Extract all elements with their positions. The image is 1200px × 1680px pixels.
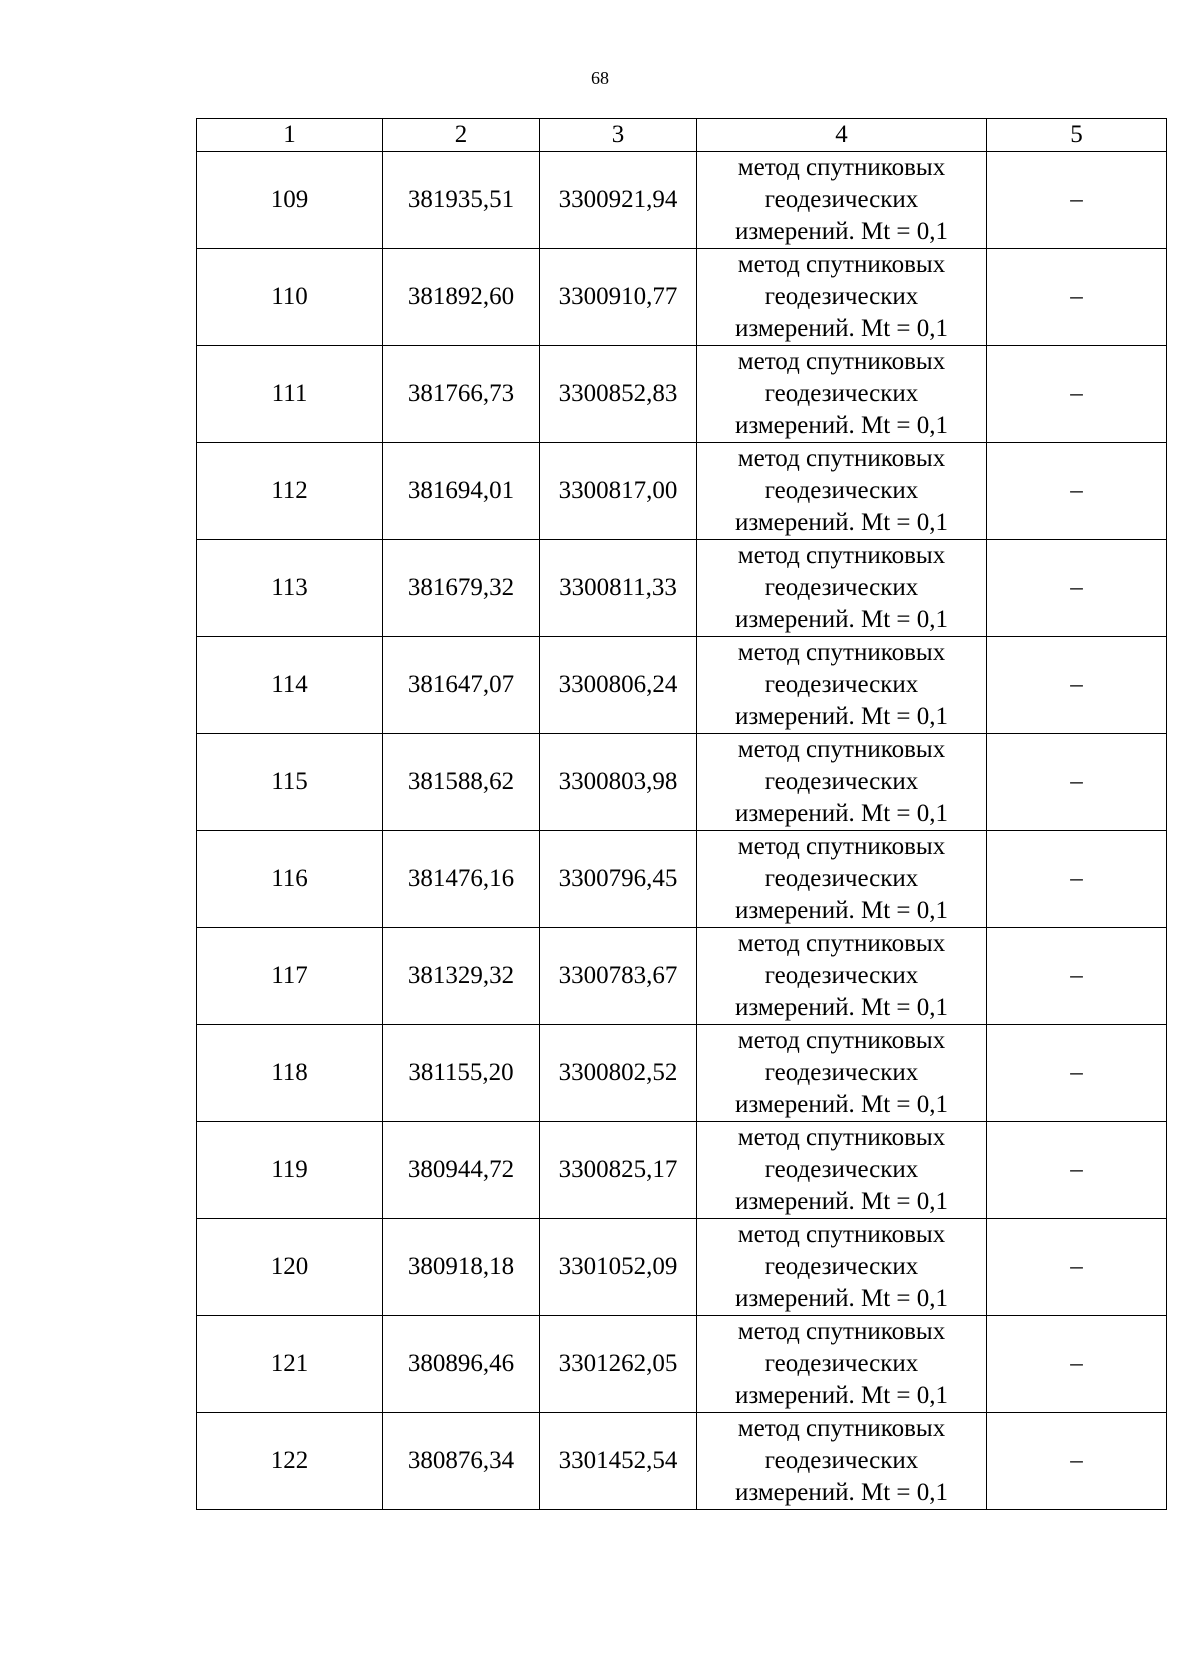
note-cell: – — [987, 346, 1167, 443]
point-number-cell: 122 — [197, 1413, 383, 1510]
x-coordinate-cell: 381935,51 — [383, 152, 540, 249]
method-line: метод спутниковых — [737, 542, 946, 569]
y-coordinate-cell: 3301262,05 — [540, 1316, 697, 1413]
point-number-cell: 120 — [197, 1219, 383, 1316]
point-number-cell: 115 — [197, 734, 383, 831]
method-cell — [697, 1413, 987, 1510]
table-row — [197, 928, 1167, 1025]
point-number-cell: 113 — [197, 540, 383, 637]
method-line: геодезических — [764, 671, 919, 698]
x-coordinate-cell: 381476,16 — [383, 831, 540, 928]
x-coordinate-cell: 380944,72 — [383, 1122, 540, 1219]
note-cell: – — [987, 152, 1167, 249]
method-line: измерений. Mt = 0,1 — [734, 412, 949, 439]
note-cell: – — [987, 249, 1167, 346]
method-line: геодезических — [764, 1253, 919, 1280]
method-line: метод спутниковых — [737, 154, 946, 181]
point-number-cell: 117 — [197, 928, 383, 1025]
table-row — [197, 831, 1167, 928]
method-line: измерений. Mt = 0,1 — [734, 897, 949, 924]
method-line: геодезических — [764, 865, 919, 892]
method-line: метод спутниковых — [737, 833, 946, 860]
y-coordinate-cell: 3300910,77 — [540, 249, 697, 346]
method-line: измерений. Mt = 0,1 — [734, 1091, 949, 1118]
table-header-row — [197, 119, 1167, 152]
x-coordinate-cell: 380918,18 — [383, 1219, 540, 1316]
y-coordinate-cell: 3300802,52 — [540, 1025, 697, 1122]
y-coordinate-cell: 3300817,00 — [540, 443, 697, 540]
method-line: геодезических — [764, 186, 919, 213]
column-header: 4 — [697, 119, 987, 152]
point-number-cell: 116 — [197, 831, 383, 928]
method-line: метод спутниковых — [737, 1318, 946, 1345]
method-line: геодезических — [764, 962, 919, 989]
method-line: измерений. Mt = 0,1 — [734, 1479, 949, 1506]
table-row — [197, 1122, 1167, 1219]
method-line: измерений. Mt = 0,1 — [734, 1188, 949, 1215]
method-line: измерений. Mt = 0,1 — [734, 606, 949, 633]
table-row — [197, 152, 1167, 249]
method-cell — [697, 831, 987, 928]
method-cell — [697, 637, 987, 734]
note-cell: – — [987, 1316, 1167, 1413]
x-coordinate-cell: 381588,62 — [383, 734, 540, 831]
method-line: геодезических — [764, 1156, 919, 1183]
method-line: измерений. Mt = 0,1 — [734, 1285, 949, 1312]
point-number-cell: 121 — [197, 1316, 383, 1413]
method-cell — [697, 1219, 987, 1316]
table-row — [197, 637, 1167, 734]
note-cell: – — [987, 637, 1167, 734]
x-coordinate-cell: 381155,20 — [383, 1025, 540, 1122]
method-line: геодезических — [764, 1350, 919, 1377]
method-cell — [697, 734, 987, 831]
method-line: метод спутниковых — [737, 251, 946, 278]
x-coordinate-cell: 380896,46 — [383, 1316, 540, 1413]
x-coordinate-cell: 381679,32 — [383, 540, 540, 637]
point-number-cell: 118 — [197, 1025, 383, 1122]
table-row — [197, 1413, 1167, 1510]
point-number-cell: 114 — [197, 637, 383, 734]
table-row — [197, 249, 1167, 346]
y-coordinate-cell: 3300783,67 — [540, 928, 697, 1025]
y-coordinate-cell: 3300921,94 — [540, 152, 697, 249]
method-line: метод спутниковых — [737, 348, 946, 375]
method-cell — [697, 928, 987, 1025]
method-line: метод спутниковых — [737, 736, 946, 763]
column-header: 1 — [197, 119, 383, 152]
y-coordinate-cell: 3300811,33 — [540, 540, 697, 637]
method-line: измерений. Mt = 0,1 — [734, 509, 949, 536]
y-coordinate-cell: 3301452,54 — [540, 1413, 697, 1510]
y-coordinate-cell: 3301052,09 — [540, 1219, 697, 1316]
method-line: измерений. Mt = 0,1 — [734, 703, 949, 730]
method-line: геодезических — [764, 1059, 919, 1086]
y-coordinate-cell: 3300806,24 — [540, 637, 697, 734]
method-line: метод спутниковых — [737, 930, 946, 957]
method-line: геодезических — [764, 1447, 919, 1474]
point-number-cell: 109 — [197, 152, 383, 249]
y-coordinate-cell: 3300852,83 — [540, 346, 697, 443]
coordinates-table — [196, 118, 1167, 1510]
method-cell — [697, 1316, 987, 1413]
x-coordinate-cell: 381329,32 — [383, 928, 540, 1025]
y-coordinate-cell: 3300796,45 — [540, 831, 697, 928]
y-coordinate-cell: 3300803,98 — [540, 734, 697, 831]
method-line: геодезических — [764, 477, 919, 504]
method-line: измерений. Mt = 0,1 — [734, 800, 949, 827]
method-line: метод спутниковых — [737, 1221, 946, 1248]
table-row — [197, 540, 1167, 637]
x-coordinate-cell: 380876,34 — [383, 1413, 540, 1510]
x-coordinate-cell: 381647,07 — [383, 637, 540, 734]
note-cell: – — [987, 540, 1167, 637]
method-cell — [697, 1025, 987, 1122]
x-coordinate-cell: 381694,01 — [383, 443, 540, 540]
column-header: 2 — [383, 119, 540, 152]
note-cell: – — [987, 1219, 1167, 1316]
note-cell: – — [987, 1122, 1167, 1219]
method-line: измерений. Mt = 0,1 — [734, 1382, 949, 1409]
method-line: геодезических — [764, 574, 919, 601]
point-number-cell: 111 — [197, 346, 383, 443]
note-cell: – — [987, 1025, 1167, 1122]
note-cell: – — [987, 831, 1167, 928]
method-cell — [697, 1122, 987, 1219]
method-line: метод спутниковых — [737, 1124, 946, 1151]
note-cell: – — [987, 734, 1167, 831]
method-cell — [697, 249, 987, 346]
point-number-cell: 110 — [197, 249, 383, 346]
method-line: геодезических — [764, 283, 919, 310]
method-line: метод спутниковых — [737, 1415, 946, 1442]
method-line: измерений. Mt = 0,1 — [734, 218, 949, 245]
method-line: метод спутниковых — [737, 1027, 946, 1054]
method-line: измерений. Mt = 0,1 — [734, 994, 949, 1021]
point-number-cell: 112 — [197, 443, 383, 540]
page-number: 68 — [591, 68, 609, 88]
method-cell — [697, 540, 987, 637]
table-row — [197, 1025, 1167, 1122]
table-row — [197, 443, 1167, 540]
method-line: геодезических — [764, 380, 919, 407]
note-cell: – — [987, 443, 1167, 540]
note-cell: – — [987, 1413, 1167, 1510]
table-row — [197, 1316, 1167, 1413]
table-row — [197, 734, 1167, 831]
method-cell — [697, 152, 987, 249]
note-cell: – — [987, 928, 1167, 1025]
x-coordinate-cell: 381892,60 — [383, 249, 540, 346]
table-body — [197, 119, 1167, 1510]
y-coordinate-cell: 3300825,17 — [540, 1122, 697, 1219]
column-header: 5 — [987, 119, 1167, 152]
point-number-cell: 119 — [197, 1122, 383, 1219]
method-line: измерений. Mt = 0,1 — [734, 315, 949, 342]
method-line: геодезических — [764, 768, 919, 795]
method-cell — [697, 443, 987, 540]
table-row — [197, 1219, 1167, 1316]
method-line: метод спутниковых — [737, 639, 946, 666]
x-coordinate-cell: 381766,73 — [383, 346, 540, 443]
method-line: метод спутниковых — [737, 445, 946, 472]
column-header: 3 — [540, 119, 697, 152]
method-cell — [697, 346, 987, 443]
table-row — [197, 346, 1167, 443]
